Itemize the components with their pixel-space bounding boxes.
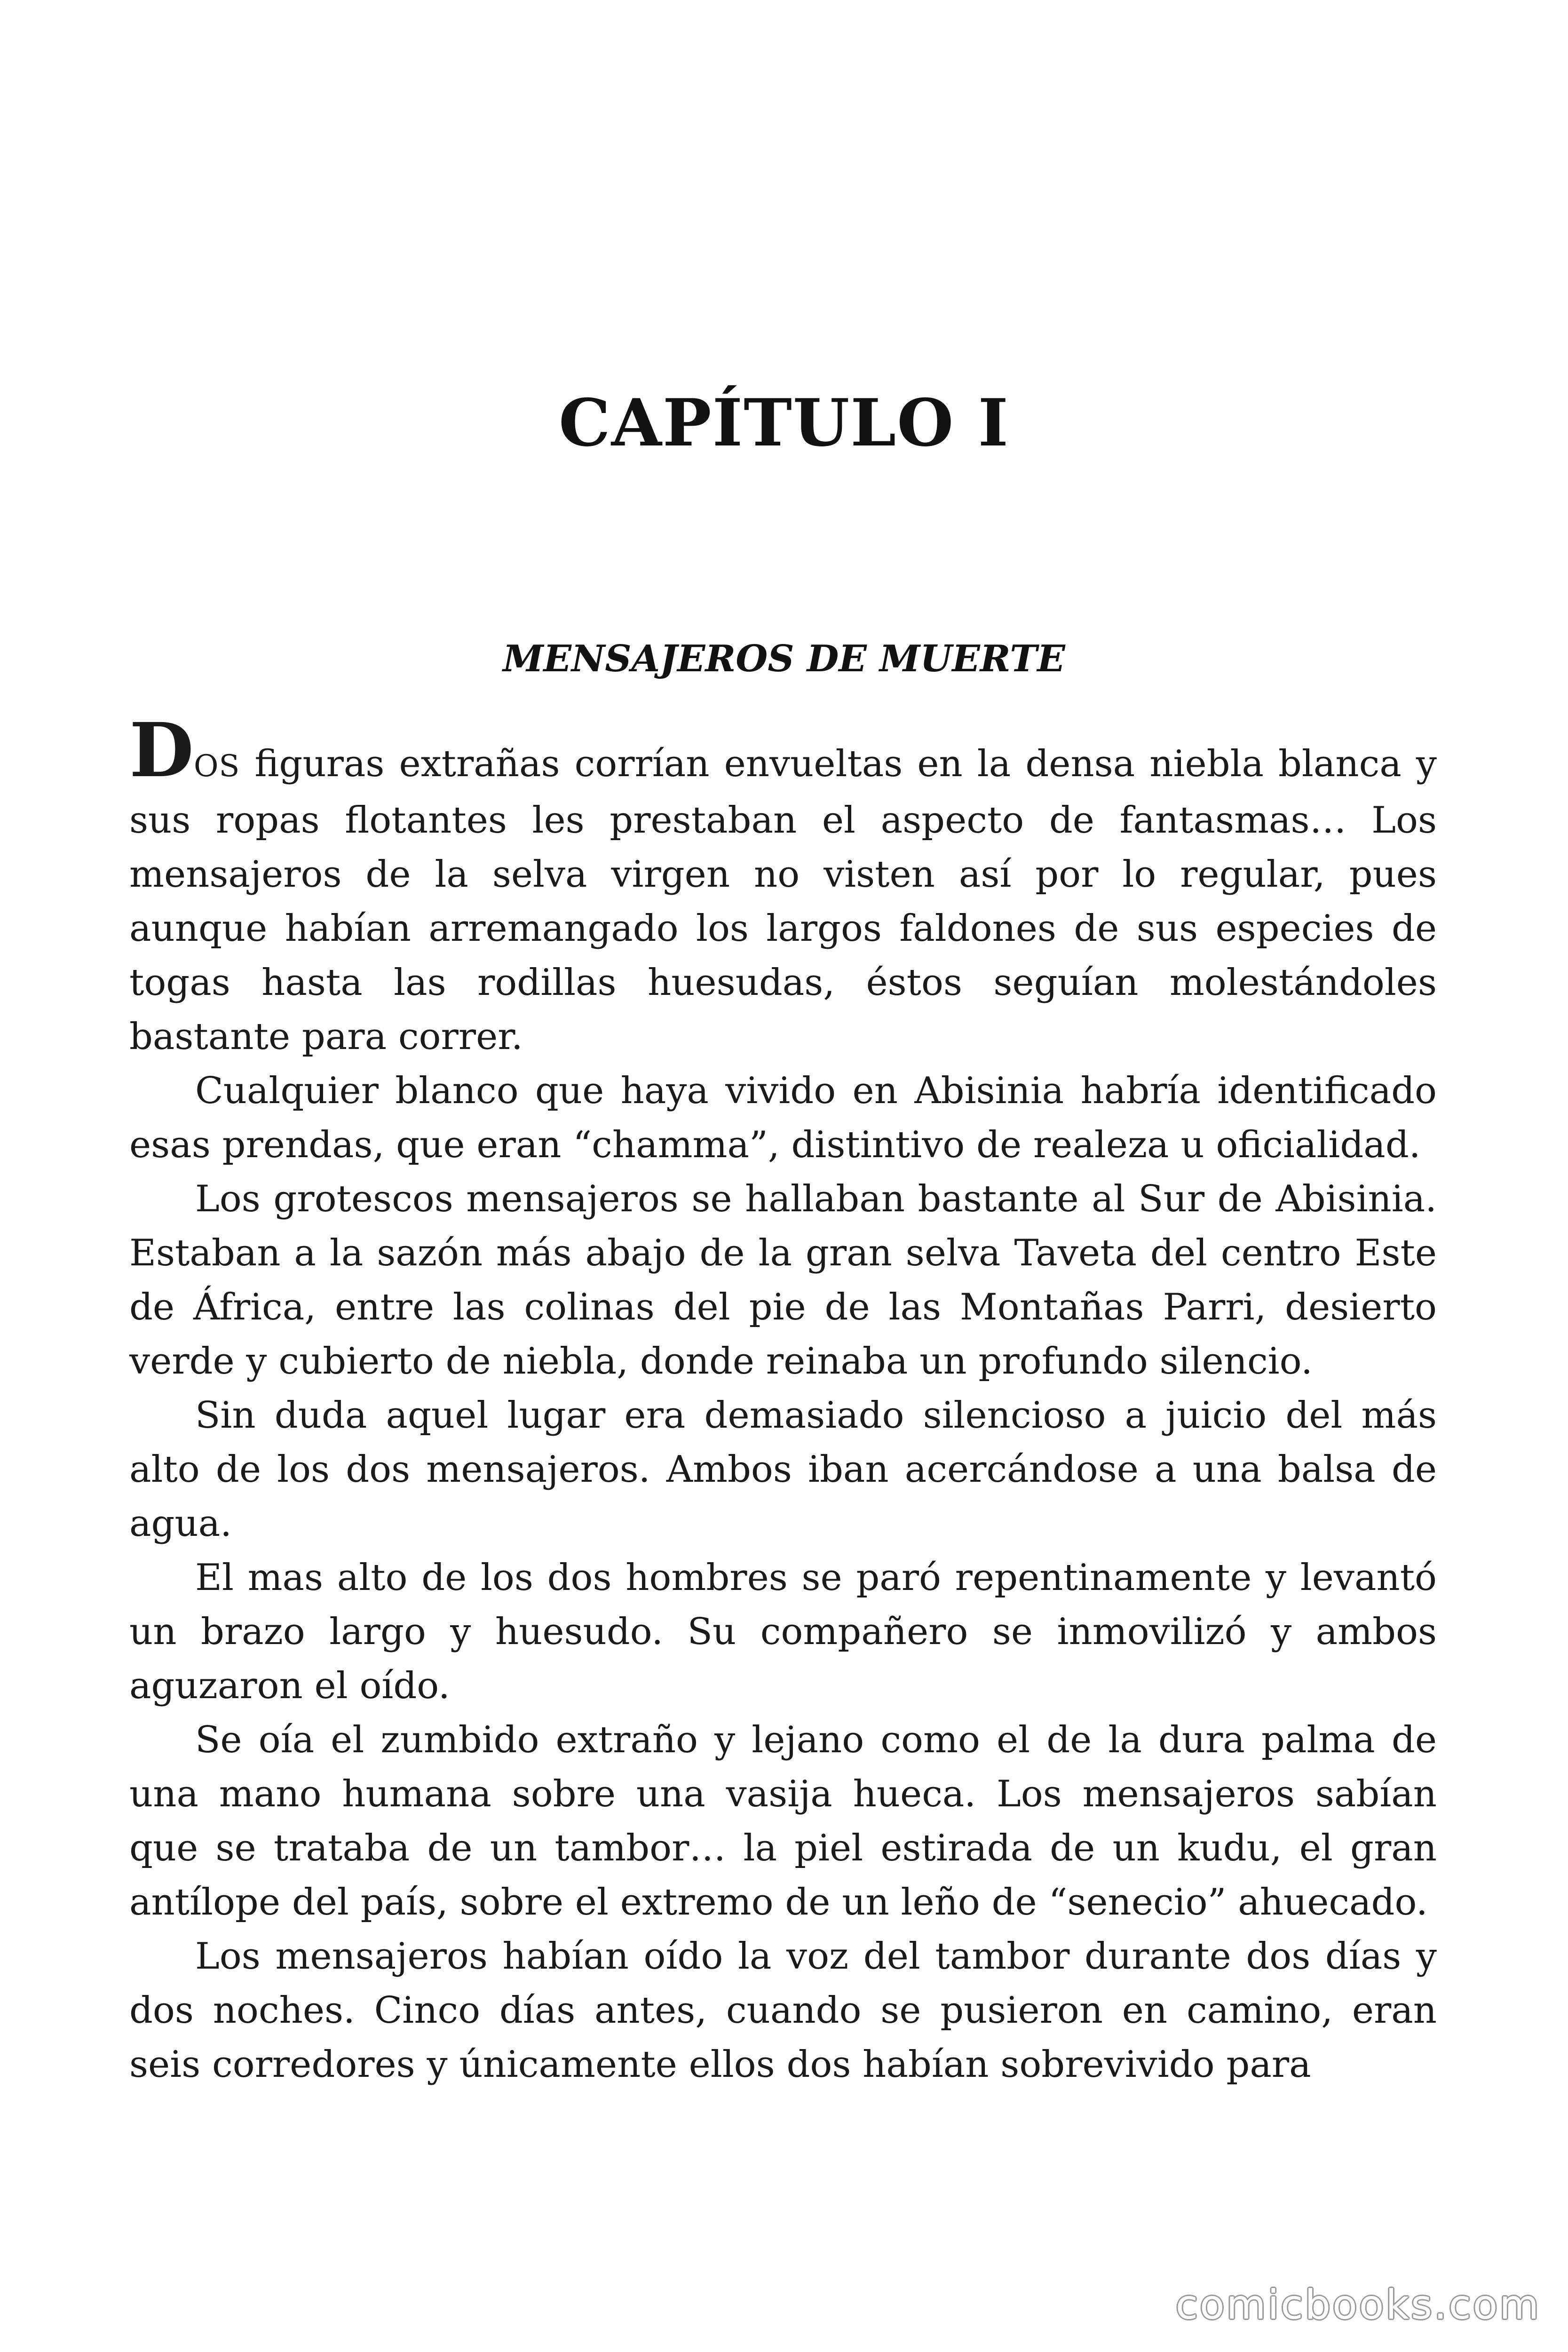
watermark-logo: comicbooks.com [1175, 2281, 1541, 2328]
chapter-title: CAPÍTULO I [558, 384, 1010, 461]
first-word-rest: OS [194, 749, 240, 784]
chapter-subtitle: MENSAJEROS DE MUERTE [503, 637, 1065, 680]
paragraph-3: Los grotescos mensajeros se hallaban bastante al Sur de Abisinia. Estaban a la sazón más abajo de la gran selva Taveta del centro Este de África, entre las colinas del pie de las Montañas Parri, desierto verde y cubierto de niebla, donde reinaba un profundo silencio. [129, 1178, 1437, 1383]
paragraph-2: Cualquier blanco que haya vivido en Abisinia habría identificado esas prendas, que eran “chamma”, distintivo de realeza u oficialidad. [129, 1070, 1437, 1166]
chapter-body [129, 707, 1437, 2092]
paragraph-6: Se oía el zumbido extraño y lejano como el de la dura palma de una mano humana sobre una vasija hueca. Los mensajeros sabían que se trataba de un tambor… la piel estirada de un kudu, el gran antílope del país, sobre el extremo de un leño de “senecio” ahuecado. [129, 1719, 1437, 1923]
paragraph-7: Los mensajeros habían oído la voz del tambor durante dos días y dos noches. Cinco días antes, cuando se pusieron en camino, eran seis corredores y únicamente ellos dos habían sobrevivido para [129, 1935, 1437, 2086]
paragraph-4: Sin duda aquel lugar era demasiado silencioso a juicio del más alto de los dos mensajeros. Ambos iban acercándose a una balsa de agua. [129, 1394, 1437, 1545]
paragraph-1-text: figuras extrañas corrían envueltas en la densa niebla blanca y sus ropas flotantes les prestaban el aspecto de fantasmas… Los mensajeros de la selva virgen no visten así por lo regular, pues aunque habían arremangado los largos faldones de sus especies de togas hasta las rodillas huesudas, éstos seguían molestándoles bastante para correr. [129, 743, 1437, 1058]
paragraph-1 [129, 707, 1437, 1064]
paragraph-5: El mas alto de los dos hombres se paró repentinamente y levantó un brazo largo y huesudo. Su compañero se inmovilizó y ambos aguzaron el oído. [129, 1557, 1437, 1707]
drop-cap: D [129, 707, 194, 794]
